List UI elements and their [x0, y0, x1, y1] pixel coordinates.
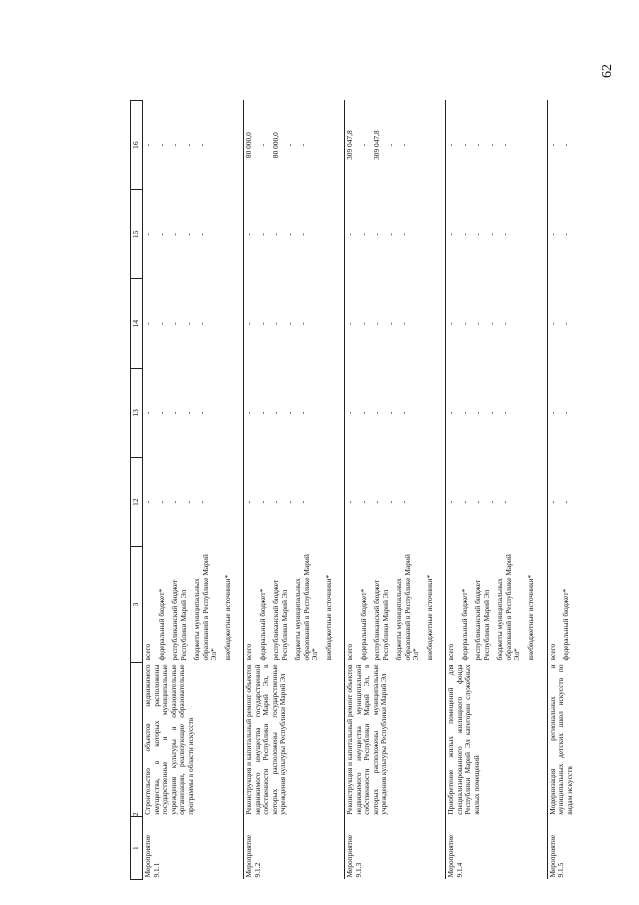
value-cell: -	[473, 143, 483, 147]
activity-name: Приобретение жилых помещений для специализированного жилищного фонда Республики Марий Эл категории служебных жилых помещений	[446, 662, 547, 816]
value-cell: -	[500, 233, 510, 236]
funding-source: бюджеты муниципальных образований в Республике Марий Эл*	[293, 554, 320, 661]
value-cell: -	[271, 500, 281, 504]
funding-source: всего	[143, 643, 152, 661]
value-cell: -	[473, 500, 483, 504]
header-cell: 13	[131, 368, 143, 457]
value-cell: -	[372, 322, 382, 325]
value-cell: -	[385, 411, 395, 415]
value-cell: -	[197, 143, 207, 147]
value-cell: -	[271, 322, 281, 325]
activity-code: Мероприятие 9.1.2	[244, 817, 345, 880]
value-cell: -	[197, 500, 207, 504]
value-cell: -	[547, 500, 557, 504]
value-cell: -	[459, 411, 469, 415]
header-cell: 14	[131, 279, 143, 368]
funding-sources	[547, 547, 582, 663]
funding-source: федеральный бюджет*	[459, 588, 469, 661]
value-cell: -	[547, 411, 557, 415]
value-cell: -	[399, 322, 409, 325]
header-cell: 16	[131, 101, 143, 190]
value-cell: -	[358, 143, 368, 147]
activity-code: Мероприятие 9.1.3	[345, 817, 446, 880]
value-cell: -	[257, 143, 267, 147]
value-cell: -	[547, 322, 557, 325]
value-cell: -	[561, 411, 571, 415]
value-cell: -	[473, 233, 483, 236]
value-cell: -	[257, 322, 267, 325]
value-cell: -	[385, 322, 395, 325]
value-cell: 309 047,8	[372, 130, 382, 160]
value-cell: -	[459, 322, 469, 325]
value-cell: -	[500, 322, 510, 325]
value-column-12	[143, 457, 244, 546]
value-cell: -	[446, 411, 456, 415]
table-row	[547, 101, 582, 880]
value-cell: -	[372, 500, 382, 504]
value-cell: -	[284, 233, 294, 236]
value-column-15	[244, 190, 345, 279]
funding-source: федеральный бюджет*	[561, 588, 571, 661]
funding-source: республиканский бюджет Республики Марий Эл	[271, 579, 289, 661]
value-cell: -	[345, 233, 355, 236]
value-cell: -	[170, 233, 180, 236]
funding-source: республиканский бюджет Республики Марий Эл	[372, 579, 390, 661]
value-cell: -	[257, 233, 267, 236]
value-cell: -	[298, 411, 308, 415]
funding-sources	[446, 547, 547, 663]
value-column-16	[446, 101, 547, 190]
value-cell: -	[298, 143, 308, 147]
header-cell: 3	[131, 547, 143, 663]
funding-source: федеральный бюджет*	[257, 588, 267, 661]
value-cell: -	[183, 322, 193, 325]
value-cell: -	[561, 233, 571, 236]
value-column-15	[446, 190, 547, 279]
value-cell: -	[486, 411, 496, 415]
page-number: 62	[600, 64, 615, 78]
value-cell: -	[446, 500, 456, 504]
value-cell: -	[385, 143, 395, 147]
value-column-16	[143, 101, 244, 190]
value-cell: -	[156, 500, 166, 504]
funding-source: бюджеты муниципальных образований в Республике Марий Эл*	[495, 554, 522, 661]
table-row	[143, 101, 244, 880]
value-cell: -	[271, 411, 281, 415]
value-cell: -	[459, 143, 469, 147]
value-column-13	[547, 368, 582, 457]
value-column-15	[547, 190, 582, 279]
value-cell: -	[446, 233, 456, 236]
value-cell: -	[244, 411, 254, 415]
value-column-16	[244, 101, 345, 190]
value-cell: -	[345, 500, 355, 504]
funding-source: бюджеты муниципальных образований в Республике Марий Эл*	[192, 554, 219, 661]
value-cell: -	[459, 233, 469, 236]
value-cell: -	[244, 322, 254, 325]
value-cell: -	[284, 500, 294, 504]
value-cell: -	[143, 143, 152, 147]
value-column-13	[345, 368, 446, 457]
value-cell: -	[500, 143, 510, 147]
value-cell: -	[473, 411, 483, 415]
rotated-table-area	[130, 100, 610, 880]
funding-source: внебюджетные источники*	[323, 574, 333, 661]
funding-source: всего	[446, 643, 456, 661]
value-cell: -	[183, 500, 193, 504]
value-cell: -	[298, 233, 308, 236]
value-cell: -	[183, 233, 193, 236]
value-column-12	[244, 457, 345, 546]
value-column-13	[244, 368, 345, 457]
value-cell: -	[197, 322, 207, 325]
value-cell: -	[156, 143, 166, 147]
value-cell: -	[358, 233, 368, 236]
value-cell: 309 047,8	[345, 130, 355, 160]
activity-name: Реконструкция и капитальный ремонт объектов недвижимого имущества государственной собственности Республики Марий Эл, в которых расположены государственные учреждения культуры Республики Марий Эл	[244, 662, 345, 816]
value-cell: -	[284, 411, 294, 415]
funding-source: республиканский бюджет Республики Марий Эл	[170, 579, 188, 661]
header-cell: 1	[131, 817, 143, 880]
value-cell: 80 000,0	[271, 132, 281, 159]
value-cell: -	[486, 500, 496, 504]
value-cell: -	[385, 500, 395, 504]
value-cell: -	[473, 322, 483, 325]
funding-source: всего	[547, 643, 557, 661]
value-cell: -	[143, 500, 152, 504]
table-row	[345, 101, 446, 880]
value-cell: -	[547, 233, 557, 236]
value-cell: -	[244, 500, 254, 504]
value-column-14	[345, 279, 446, 368]
value-column-16	[547, 101, 582, 190]
activity-name: Реконструкция и капитальный ремонт объектов недвижимого имущества муниципальной собственности Республики Марий Эл, в которых расположены муниципальные учреждения культуры Республики Марий Эл	[345, 662, 446, 816]
value-cell: -	[156, 411, 166, 415]
value-cell: -	[345, 411, 355, 415]
value-cell: -	[197, 233, 207, 236]
value-cell: -	[284, 322, 294, 325]
value-cell: -	[446, 143, 456, 147]
activity-name: Модернизация региональных и муниципальных детских школ искусств по видам искусств	[547, 662, 582, 816]
value-cell: -	[271, 233, 281, 236]
value-cell: -	[547, 143, 557, 147]
value-cell: -	[183, 411, 193, 415]
value-cell: -	[143, 233, 152, 236]
value-cell: -	[156, 322, 166, 325]
funding-sources	[143, 547, 244, 663]
value-column-14	[244, 279, 345, 368]
value-cell: -	[183, 143, 193, 147]
funding-source: внебюджетные источники*	[424, 574, 434, 661]
value-cell: -	[284, 143, 294, 147]
value-column-14	[547, 279, 582, 368]
value-cell: -	[358, 411, 368, 415]
funding-source: федеральный бюджет*	[358, 588, 368, 661]
value-column-13	[143, 368, 244, 457]
value-column-15	[345, 190, 446, 279]
value-column-12	[446, 457, 547, 546]
activity-code: Мероприятие 9.1.4	[446, 817, 547, 880]
value-cell: -	[561, 143, 571, 147]
funding-source: внебюджетные источники*	[222, 574, 232, 661]
value-cell: -	[561, 500, 571, 504]
value-cell: -	[358, 500, 368, 504]
funding-source: всего	[345, 643, 355, 661]
funding-source: всего	[244, 643, 254, 661]
value-cell: -	[399, 143, 409, 147]
value-cell: -	[170, 322, 180, 325]
value-cell: -	[486, 322, 496, 325]
funding-source: республиканский бюджет Республики Марий Эл	[473, 579, 491, 661]
funding-source: федеральный бюджет*	[156, 588, 166, 661]
value-cell: -	[372, 233, 382, 236]
value-cell: -	[143, 322, 152, 325]
activity-name: Строительство объектов недвижимого имущества, в которых расположены государственные и муниципальные учреждения культуры и образовательные организации, реализующие образовательные программы в области искусств	[143, 662, 244, 816]
value-column-12	[345, 457, 446, 546]
value-cell: -	[257, 411, 267, 415]
value-cell: -	[399, 500, 409, 504]
value-cell: -	[298, 500, 308, 504]
value-cell: -	[486, 233, 496, 236]
value-cell: -	[500, 411, 510, 415]
value-cell: -	[156, 233, 166, 236]
table-row	[446, 101, 547, 880]
value-cell: -	[143, 411, 152, 415]
value-column-14	[446, 279, 547, 368]
value-cell: -	[170, 411, 180, 415]
value-cell: -	[372, 411, 382, 415]
table-row	[244, 101, 345, 880]
value-cell: -	[170, 500, 180, 504]
value-cell: -	[298, 322, 308, 325]
value-cell: -	[197, 411, 207, 415]
value-cell: -	[459, 500, 469, 504]
funding-source: внебюджетные источники*	[525, 574, 535, 661]
funding-sources	[345, 547, 446, 663]
value-cell: -	[486, 143, 496, 147]
value-cell: -	[561, 322, 571, 325]
header-row	[131, 101, 143, 880]
value-cell: -	[399, 411, 409, 415]
header-cell: 12	[131, 457, 143, 546]
activity-code: Мероприятие 9.1.5	[547, 817, 582, 880]
value-column-14	[143, 279, 244, 368]
funding-table	[130, 100, 582, 880]
value-cell: -	[244, 233, 254, 236]
value-cell: 80 000,0	[244, 132, 254, 159]
funding-sources	[244, 547, 345, 663]
funding-source: бюджеты муниципальных образований в Республике Марий Эл*	[394, 554, 421, 661]
value-cell: -	[446, 322, 456, 325]
value-cell: -	[500, 500, 510, 504]
value-cell: -	[257, 500, 267, 504]
value-column-15	[143, 190, 244, 279]
value-column-13	[446, 368, 547, 457]
header-cell: 15	[131, 190, 143, 279]
activity-code: Мероприятие 9.1.1	[143, 817, 244, 880]
value-cell: -	[345, 322, 355, 325]
header-cell: 2	[131, 662, 143, 816]
value-column-12	[547, 457, 582, 546]
value-column-16	[345, 101, 446, 190]
value-cell: -	[170, 143, 180, 147]
value-cell: -	[385, 233, 395, 236]
value-cell: -	[358, 322, 368, 325]
value-cell: -	[399, 233, 409, 236]
